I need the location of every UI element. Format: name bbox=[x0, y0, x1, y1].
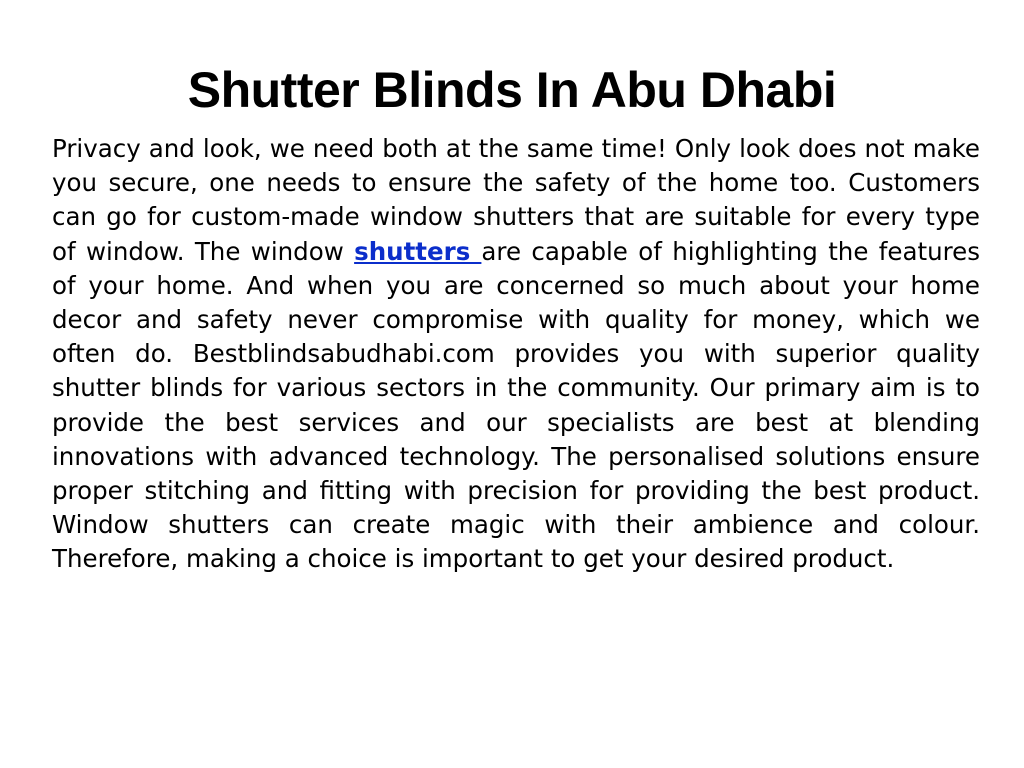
paragraph-text-before-link: Privacy and look, we need both at the same time! Only look does not make you secure, one needs to ensure the safety of the home too. Customers can go for custom-made window shutters that are suitable for every type of window. The window bbox=[52, 134, 980, 266]
page-title: Shutter Blinds In Abu Dhabi bbox=[187, 61, 837, 118]
paragraph-text-after-link: are capable of highlighting the features of your home. And when you are concerned so much about your home decor and safety never compromise with quality for money, which we often do. Bestblindsabudhabi.com provides you with superior quality shutter blinds for various sectors in the community. Our primary aim is to provide the best services and our specialists are best at blending innovations with advanced technology. The personalised solutions ensure proper stitching and fitting with precision for providing the best product. Window shutters can create magic with their ambience and colour. Therefore, making a choice is important to get your desired product. bbox=[52, 236, 981, 574]
body-paragraph bbox=[52, 132, 980, 577]
shutters-link[interactable]: shutters bbox=[354, 236, 482, 266]
